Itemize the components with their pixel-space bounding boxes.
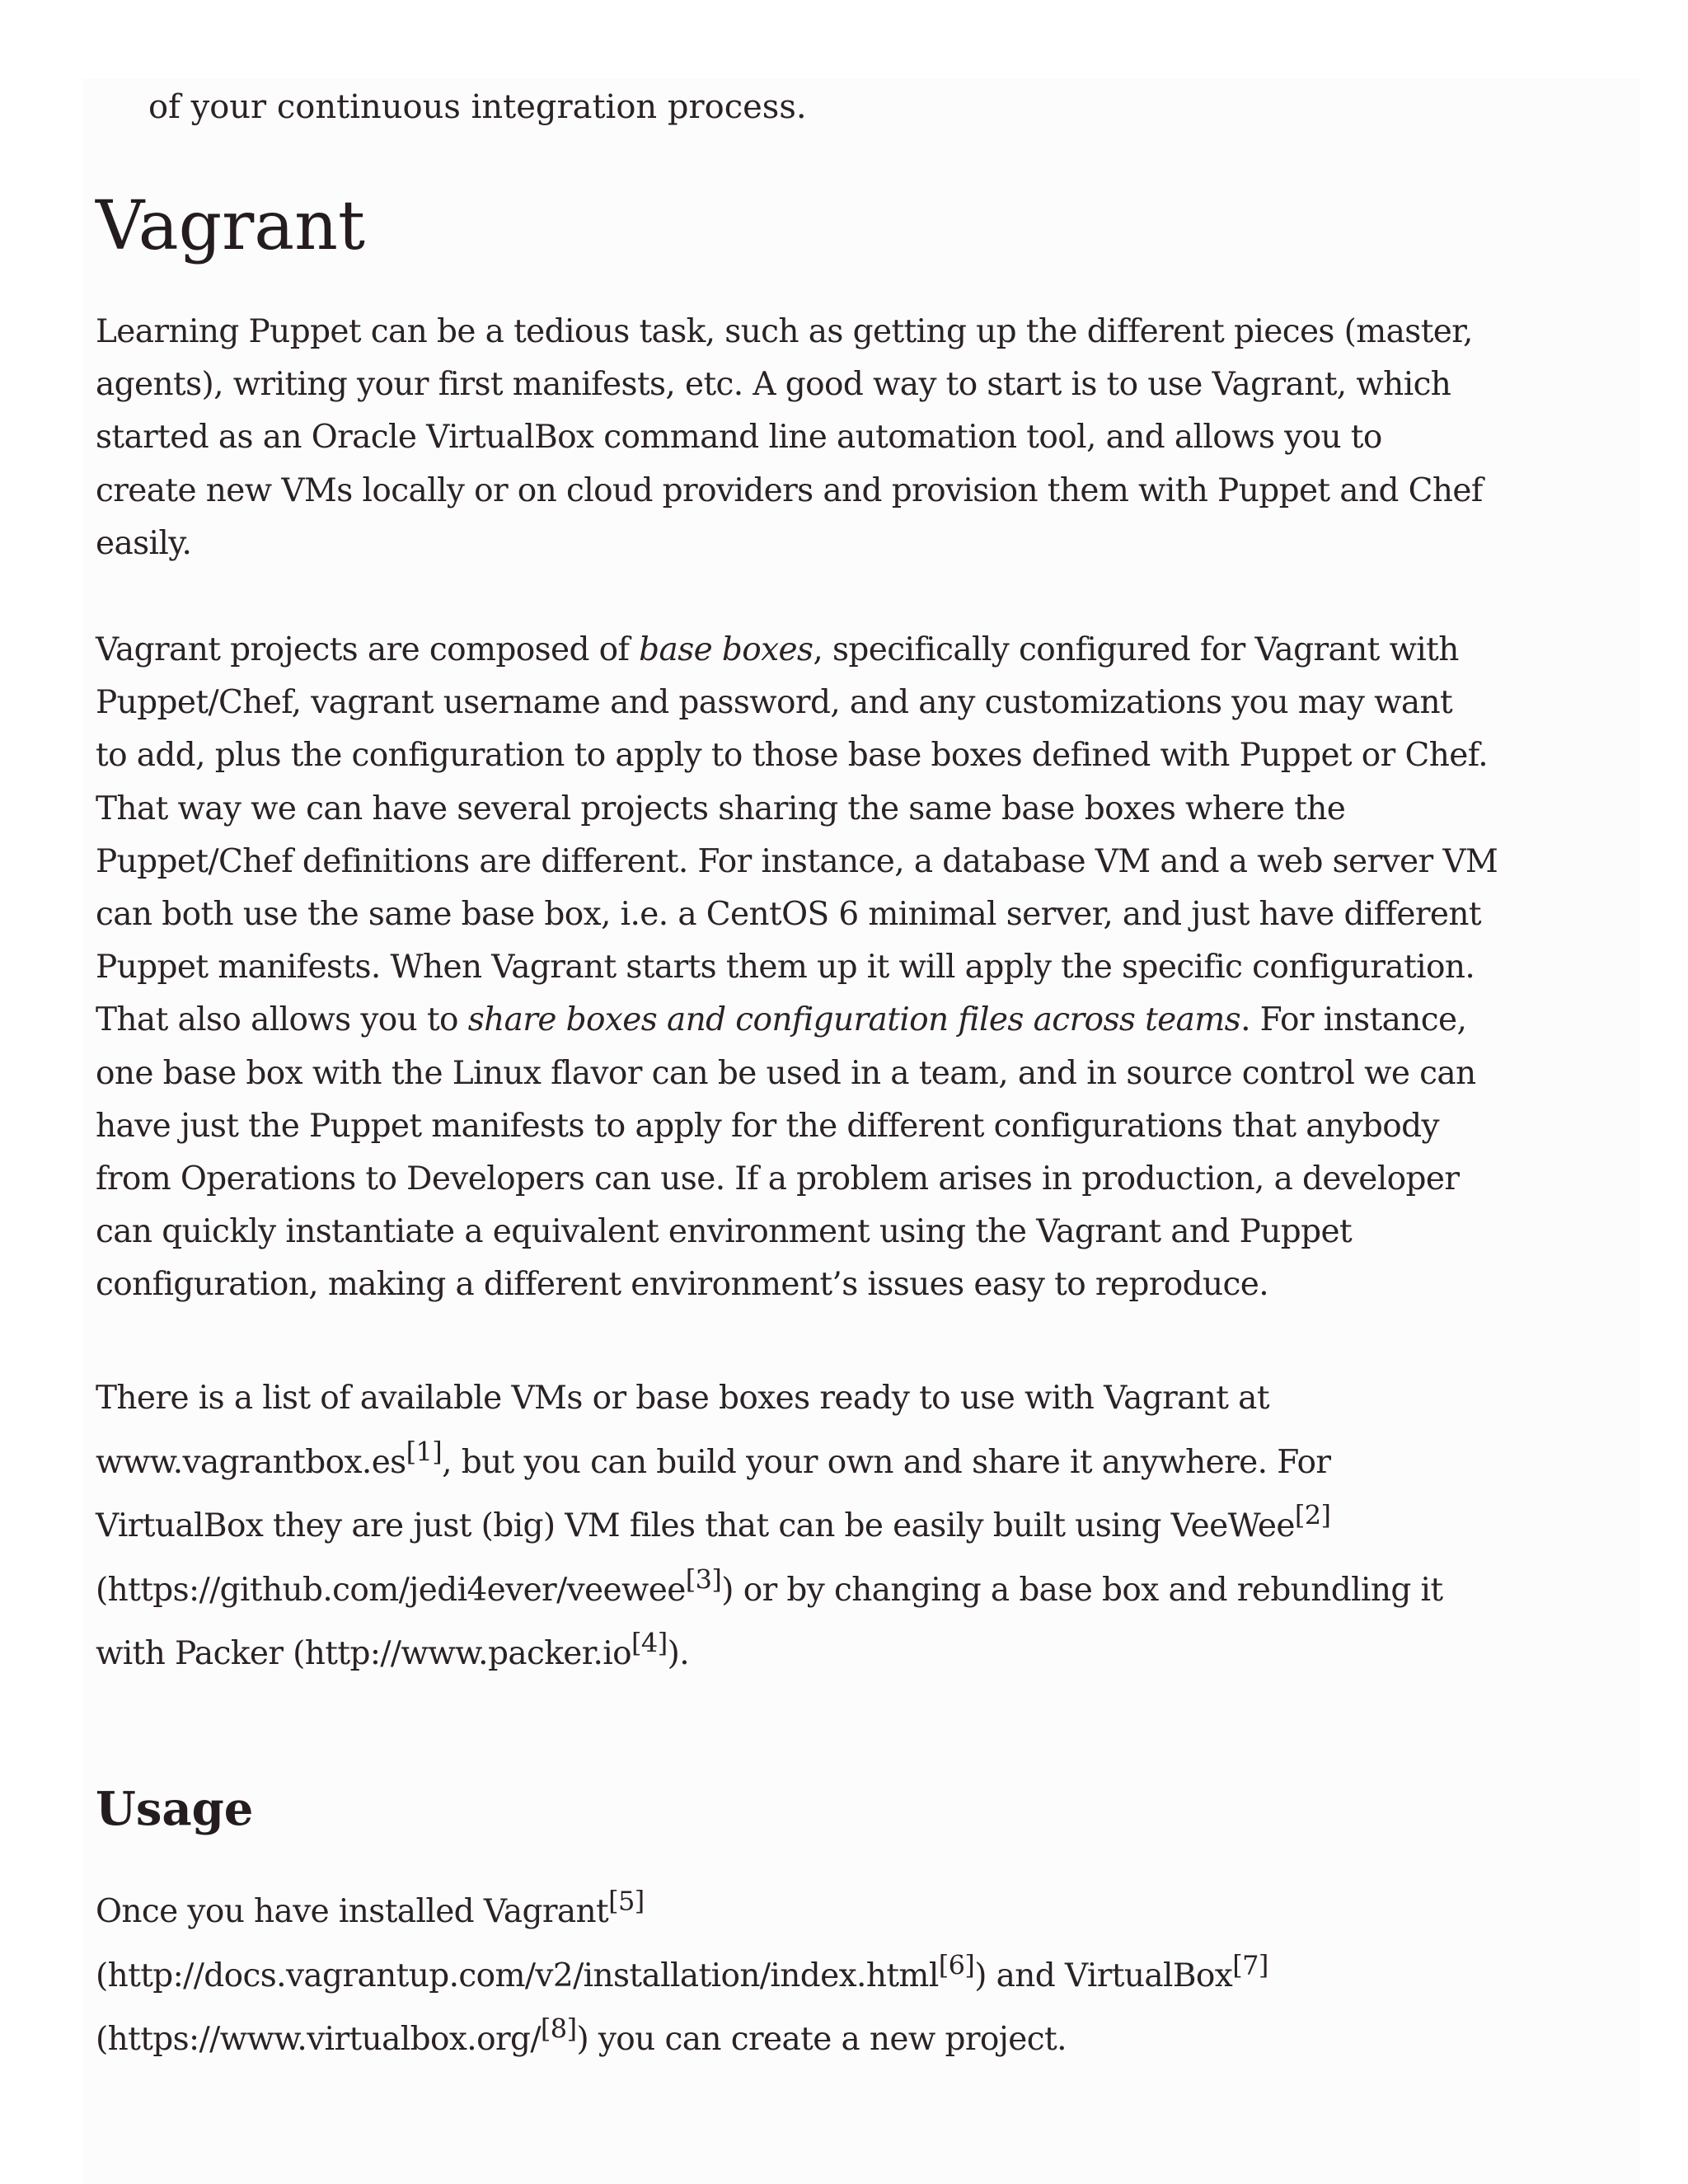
paragraph-line: one base box with the Linux flavor can be used in a team, and in source control we can <box>96 1054 1476 1092</box>
text-run: ). <box>667 1635 689 1672</box>
emphasis-base-boxes: base boxes <box>639 631 814 668</box>
text-run: , specifically configured for Vagrant with <box>813 631 1459 668</box>
emphasis-share-boxes: share boxes and configuration files across teams <box>467 1001 1241 1039</box>
paragraph-line: can both use the same base box, i.e. a CentOS 6 minimal server, and just have different <box>96 896 1481 934</box>
paragraph-line: create new VMs locally or on cloud providers and provision them with Puppet and Chef <box>96 471 1483 509</box>
paragraph-base-box-sources <box>96 1366 1442 1686</box>
link-vagrantbox[interactable]: www.vagrantbox.es <box>96 1443 406 1481</box>
lead-in-text: of your continuous integration process. <box>148 88 807 126</box>
link-packer[interactable]: with Packer (http://www.packer.io <box>96 1635 632 1672</box>
footnote-ref-3[interactable]: [3] <box>685 1563 722 1596</box>
paragraph-line: started as an Oracle VirtualBox command line automation tool, and allows you to <box>96 419 1382 457</box>
paragraph-line: from Operations to Developers can use. If a problem arises in production, a developer <box>96 1160 1460 1198</box>
link-vagrant-docs[interactable]: (http://docs.vagrantup.com/v2/installation/index.html <box>96 1957 939 1994</box>
paragraph-line: agents), writing your first manifests, etc. A good way to start is to use Vagrant, which <box>96 366 1451 404</box>
text-run: ) or by changing a base box and rebundling it <box>721 1571 1443 1609</box>
paragraph-base-boxes <box>96 624 1498 1312</box>
text-run: Vagrant projects are composed of <box>96 631 640 668</box>
text-run: VirtualBox they are just (big) VM files that can be easily built using VeeWee <box>96 1507 1295 1544</box>
paragraph-line <box>96 994 1498 1047</box>
footnote-ref-1[interactable]: [1] <box>406 1436 443 1468</box>
paragraph-line <box>96 2008 1268 2072</box>
footnote-ref-6[interactable]: [6] <box>938 1949 975 1981</box>
footnote-ref-5[interactable]: [5] <box>608 1885 645 1917</box>
paragraph-line: easily. <box>96 524 192 562</box>
subsection-title: Usage <box>96 1782 254 1836</box>
paragraph-line <box>96 1431 1442 1495</box>
paragraph-line: have just the Puppet manifests to apply for the different configurations that anybody <box>96 1107 1439 1145</box>
paragraph-line <box>96 1880 1268 1944</box>
text-run: Once you have installed Vagrant <box>96 1893 609 1930</box>
text-run: , but you can build your own and share it anywhere. For <box>442 1443 1331 1481</box>
paragraph-line: Puppet/Chef, vagrant username and password, and any customizations you may want <box>96 684 1453 722</box>
paragraph-line: Puppet/Chef definitions are different. For instance, a database VM and a web server VM <box>96 842 1498 880</box>
paragraph-usage <box>96 1880 1268 2072</box>
paragraph-line: configuration, making a different environment’s issues easy to reproduce. <box>96 1266 1269 1304</box>
text-run: That also allows you to <box>96 1001 468 1039</box>
paragraph-line <box>96 1944 1268 2008</box>
footnote-ref-4[interactable]: [4] <box>631 1627 668 1659</box>
text-run: ) you can create a new project. <box>576 2021 1067 2058</box>
text-run: . For instance, <box>1240 1001 1467 1039</box>
paragraph-line: That way we can have several projects sharing the same base boxes where the <box>96 790 1346 827</box>
footnote-ref-8[interactable]: [8] <box>540 2013 577 2045</box>
paragraph-line: to add, plus the configuration to apply to those base boxes defined with Puppet or Chef. <box>96 737 1489 775</box>
paragraph-line: Puppet manifests. When Vagrant starts them up it will apply the specific configuration. <box>96 949 1475 987</box>
paragraph-line <box>96 1622 1442 1686</box>
link-virtualbox[interactable]: (https://www.virtualbox.org/ <box>96 2021 541 2058</box>
text-run: ) and VirtualBox <box>974 1957 1233 1994</box>
paragraph-line <box>96 1494 1442 1558</box>
paragraph-line: Learning Puppet can be a tedious task, such as getting up the different pieces (master, <box>96 313 1473 350</box>
paragraph-line: can quickly instantiate a equivalent environment using the Vagrant and Puppet <box>96 1213 1353 1251</box>
paragraph-line <box>96 1558 1442 1623</box>
link-veewee[interactable]: (https://github.com/jedi4ever/veewee <box>96 1571 686 1609</box>
paragraph-intro <box>96 306 1483 570</box>
paragraph-line: There is a list of available VMs or base boxes ready to use with Vagrant at <box>96 1380 1269 1417</box>
footnote-ref-7[interactable]: [7] <box>1232 1949 1268 1981</box>
section-title: Vagrant <box>96 187 365 265</box>
paragraph-line <box>96 624 1498 677</box>
footnote-ref-2[interactable]: [2] <box>1294 1499 1331 1531</box>
